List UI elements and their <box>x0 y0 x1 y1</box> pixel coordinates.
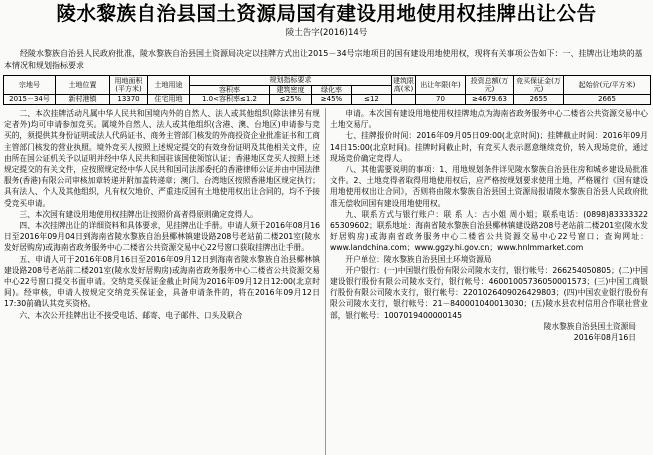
paragraph-contact: 九、联系方式与银行账户：联 系 人：古小姐 周小姐；联系电话：(0898)83333322 65309602；联系地址：海南省陵水黎族自治县椰林镇建设路208号老站前二楼201室(陵水发好居购房)或海南省政务服务中心二楼省公共资源交易中心22号窗口；查询网址：www.landchina.com；www.ggzy.hi.gov.cn；www.hnlmmarket.com <box>330 209 648 253</box>
header-far: 容积率 <box>190 85 270 95</box>
header-location: 土地位置 <box>56 76 110 95</box>
header-green: 绿化率 <box>312 85 352 95</box>
cell-term: 70 <box>416 95 466 105</box>
header-parcel-no: 宗地号 <box>4 76 56 95</box>
paragraph-schedule: 七、挂牌报价时间：2016年09月05日09:00(北京时间)；挂牌截止时间：2016年09月14日15:00(北京时间)。挂牌时间截止时，有竞买人表示愿意继续竞价，转入现场竞价，通过现场竞价确定竞得人。 <box>330 131 648 163</box>
cell-area: 13370 <box>110 95 148 105</box>
header-deposit: 投资总额(万元) <box>466 76 514 95</box>
cell-height-extra <box>392 95 416 105</box>
header-height-sub <box>352 85 392 95</box>
header-use: 土地用途 <box>148 76 190 95</box>
cell-bail: 2655 <box>514 95 564 105</box>
account-name: 开户单位：陵水黎族自治县国土环境资源局 <box>345 254 492 264</box>
column-divider <box>325 108 326 455</box>
header-planning: 规划指标要求 <box>190 76 392 86</box>
cell-green: ≥45% <box>312 95 352 105</box>
page-title: 陵水黎族自治县国土资源局国有建设用地使用权挂牌出让公告 <box>56 2 597 25</box>
parcel-table <box>3 75 651 105</box>
intro-paragraph: 经陵水黎族自治县人民政府批准，陵水黎族自治县国土资源局决定以挂牌方式出让2015－34号宗地项目的国有建设用地使用权，现将有关事项公告如下：一、挂牌出让地块的基本情况和规划指标要求 <box>4 49 643 70</box>
document-number: 陵土告字(2016)14号 <box>285 28 368 38</box>
cell-location: 新村港镇 <box>56 95 110 105</box>
header-bail: 竞买保证金(万元) <box>514 76 564 95</box>
cell-start-price: 2665 <box>564 95 651 105</box>
right-column <box>330 108 648 455</box>
header-density: 建筑密度 <box>270 85 312 95</box>
paragraph-principle: 三、本次国有建设用地使用权挂牌出让按照价高者得原则确定竞得人。 <box>19 209 258 219</box>
signature: 陵水黎族自治县国土资源局 <box>543 321 636 331</box>
left-column <box>4 108 320 455</box>
table-row <box>4 95 651 105</box>
cell-density: ≤25% <box>270 95 312 105</box>
paragraph-documents: 四、本次挂牌出让的详细资料和具体要求，见挂牌出让手册。申请人须于2016年08月16日至2016年09月04日到海南省陵水黎族自治县椰林镇建设路208号老站前二楼201室(陵水发好居购房)或海南省政务服务中心二楼省公共资源交易中心22号窗口获取挂牌出让手册。 <box>4 221 320 253</box>
cell-use: 住宅用地 <box>148 95 190 105</box>
header-height: 建筑限高(米) <box>393 76 414 94</box>
header-term: 出让年限(年) <box>416 76 466 95</box>
cell-deposit: ≥4679.63 <box>466 95 514 105</box>
cell-parcel-no: 2015－34号 <box>4 95 56 105</box>
date: 2016年08月16日 <box>573 333 636 343</box>
table-header-row <box>4 76 651 86</box>
paragraph-no-remote: 六、本次公开挂牌出让不接受电话、邮寄、电子邮件、口头及联合 <box>19 310 243 320</box>
paragraph-venue: 申请。本次国有建设用地使用权挂牌地点为海南省政务服务中心二楼省公共资源交易中心土地交易厅。 <box>330 109 648 130</box>
cell-height: ≤12 <box>352 95 392 105</box>
header-start-price: 起始价(元/平方米) <box>564 76 651 95</box>
paragraph-application: 五、申请人可于2016年08月16日至2016年09月12日到海南省陵水黎族自治县椰林镇建设路208号老站前二楼201室(陵水发好居购房)或海南省政务服务中心二楼省公共资源交易中心22号窗口提交书面申请。交纳竞买保证金截止时间为2016年09月12日12:00(北京时间)。经审核，申请人按规定交纳竞买保证金，具备申请条件的，将在2016年09月12日17:30前确认其竞买资格。 <box>4 254 320 309</box>
paragraph-eligibility: 二、本次挂牌活动凡属中华人民共和国境内外的自然人、法人或其他组织(除法律另有规定者外)均可申请参加竞买。属境外自然人、法人或其他组织(含港、澳、台地区)申请参与竞买的，须提供其身份证明或法人代码证书、商务主管部门核发的外商投资企业批准证书和工商主管部门核发的营业执照。境外竞买人按照上述规定提交的有效身份证明及其他相关文件，应由所在国公证机关予以证明并经中华人民共和国驻该国使领馆认证；香港地区竞买人按照上述规定提交的有关文件，应按照规定经中华人民共和国司法部委托的香港律师公证并由中国法律服务(香港)有限公司审核加章转递并附加盖转递章；澳门、台湾地区按照香港地区规定执行；具有法人、个人及其他组织，凡有权欠地价、严重违反国有土地使用权出让合同的，均不予接受竞买申请。 <box>4 109 320 208</box>
header-area: 用地面积(平方米) <box>110 76 148 95</box>
bank-accounts: 开户银行：(一)中国银行股份有限公司陵水支行，银行帐号：266254050805；(二)中国建设银行股份有限公司陵水支行，银行帐号：46001005736050001573；(三)中国工商银行股份有限公司陵水支行，银行帐号：2201026409026429803；(四)中国农业银行股份有限公司陵水支行，银行帐号：21－840001040013030；(五)陵水县农村信用合作联社营业部，银行帐号：1007019400000145 <box>330 265 648 320</box>
paragraph-other-matters: 八、其他需要说明的事项：1、用地规划条件详见陵水黎族自治县住房和城乡建设局批准文件。2、土地竞得者取得用地使用权后，应严格按规划要求使用土地，严格履行《国有建设用地使用权出让合同》，否则将由陵水黎族自治县国土资源局报请陵水黎族自治县人民政府批准无偿收回国有建设用地使用权。 <box>330 165 648 208</box>
cell-far: 1.0<容积率≤1.2 <box>190 95 270 105</box>
